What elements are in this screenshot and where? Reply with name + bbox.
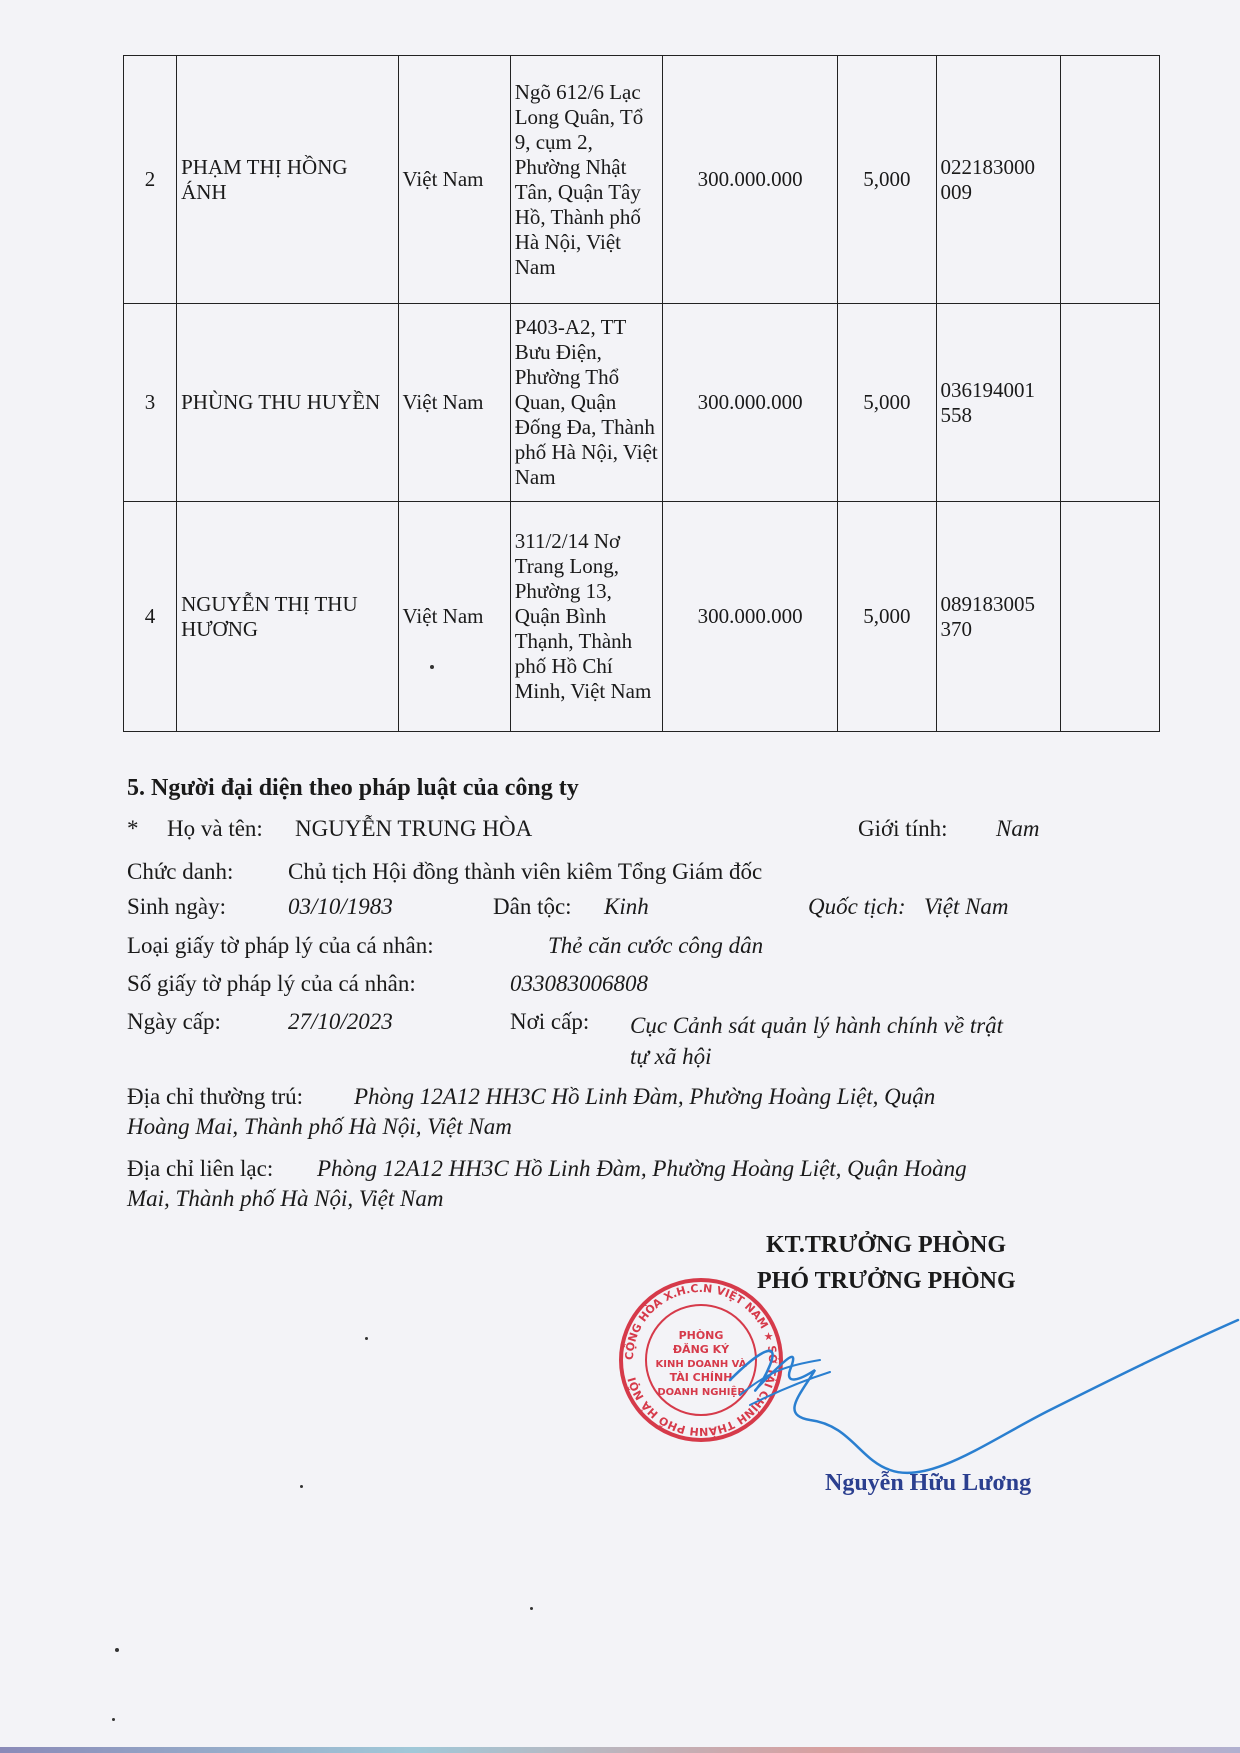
member-name: NGUYỄN THỊ THU HƯƠNG [177,502,398,732]
table-row [124,56,1160,304]
seal-inner-line: ĐĂNG KÝ [672,1343,730,1356]
name-value: NGUYỄN TRUNG HÒA [295,816,533,841]
ethnic-value: Kinh [604,894,649,919]
member-note [1060,56,1159,304]
member-id-number: 036194001 558 [936,304,1060,502]
scan-speck [112,1718,115,1721]
dob-value: 03/10/1983 [288,894,393,919]
table-row [124,304,1160,502]
section-title: 5. Người đại diện theo pháp luật của công ty [127,775,579,801]
member-nationality: Việt Nam [398,502,510,732]
dob-label: Sinh ngày: [127,894,227,919]
member-percent: 5,000 [838,304,936,502]
members-table-body [124,56,1160,732]
member-nationality: Việt Nam [398,304,510,502]
member-id-number: 089183005 370 [936,502,1060,732]
permanent-address-line2: Hoàng Mai, Thành phố Hà Nội, Việt Nam [127,1114,512,1139]
doc-type-value: Thẻ căn cước công dân [548,933,764,958]
member-capital: 300.000.000 [663,304,838,502]
member-address: P403-A2, TT Bưu Điện, Phường Thổ Quan, Quận Đống Đa, Thành phố Hà Nội, Việt Nam [510,304,662,502]
issue-place-value-line1: Cục Cảnh sát quản lý hành chính về trật [630,1013,1004,1038]
handwritten-signature-icon [690,1310,1240,1490]
signature-title-line1: KT.TRƯỞNG PHÒNG [766,1232,1006,1258]
issue-place-value-line2: tự xã hội [630,1044,712,1069]
scan-speck [430,665,434,669]
member-note [1060,502,1159,732]
row-number: 3 [124,304,177,502]
issue-place-label: Nơi cấp: [510,1009,590,1034]
row-number: 4 [124,502,177,732]
member-percent: 5,000 [838,56,936,304]
issue-date-label: Ngày cấp: [127,1009,221,1034]
permanent-address-line1: Phòng 12A12 HH3C Hồ Linh Đàm, Phường Hoàng Liệt, Quận [354,1084,936,1109]
bullet-star: * [127,816,139,841]
member-address: 311/2/14 Nơ Trang Long, Phường 13, Quận Bình Thạnh, Thành phố Hồ Chí Minh, Việt Nam [510,502,662,732]
seal-inner-line: KINH DOANH VÀ [655,1359,747,1370]
signature-title-line2: PHÓ TRƯỞNG PHÒNG [757,1268,1016,1294]
member-capital: 300.000.000 [663,56,838,304]
contact-address-line1: Phòng 12A12 HH3C Hồ Linh Đàm, Phường Hoàng Liệt, Quận Hoàng [317,1156,967,1181]
scan-speck [530,1607,533,1610]
table-row [124,502,1160,732]
contact-address-line2: Mai, Thành phố Hà Nội, Việt Nam [127,1186,444,1211]
members-table [123,55,1160,732]
doc-type-label: Loại giấy tờ pháp lý của cá nhân: [127,933,434,958]
member-percent: 5,000 [838,502,936,732]
member-address: Ngõ 612/6 Lạc Long Quân, Tổ 9, cụm 2, Phường Nhật Tân, Quận Tây Hồ, Thành phố Hà Nội, Việt Nam [510,56,662,304]
signer-name: Nguyễn Hữu Lương [825,1470,1032,1496]
seal-outer-text: CỘNG HÒA X.H.C.N VIỆT NAM ★ SỞ TÀI CHÍNH THÀNH PHỐ HÀ NỘI [622,1281,780,1439]
member-name: PHẠM THỊ HỒNG ÁNH [177,56,398,304]
ethnic-label: Dân tộc: [493,894,572,919]
scan-speck [300,1485,303,1488]
gender-label: Giới tính: [858,816,948,841]
doc-number-value: 033083006808 [510,971,648,996]
name-label: Họ và tên: [167,816,263,841]
scan-bottom-edge [0,1747,1240,1753]
position-label: Chức danh: [127,859,234,884]
member-capital: 300.000.000 [663,502,838,732]
seal-inner-line: TÀI CHÍNH [669,1371,733,1384]
row-number: 2 [124,56,177,304]
gender-value: Nam [996,816,1040,841]
issue-date-value: 27/10/2023 [288,1009,393,1034]
doc-number-label: Số giấy tờ pháp lý của cá nhân: [127,971,416,996]
position-value: Chủ tịch Hội đồng thành viên kiêm Tổng Giám đốc [288,859,763,884]
nationality-label: Quốc tịch: [808,894,906,919]
permanent-address-label: Địa chỉ thường trú: [127,1084,304,1109]
member-nationality: Việt Nam [398,56,510,304]
seal-inner-line: PHÒNG [678,1329,724,1342]
member-id-number: 022183000 009 [936,56,1060,304]
seal-inner-line: DOANH NGHIỆP [657,1387,745,1398]
nationality-value: Việt Nam [924,894,1009,919]
member-name: PHÙNG THU HUYỀN [177,304,398,502]
member-note [1060,304,1159,502]
scan-speck [365,1337,368,1340]
contact-address-label: Địa chỉ liên lạc: [127,1156,274,1181]
scan-speck [115,1648,119,1652]
